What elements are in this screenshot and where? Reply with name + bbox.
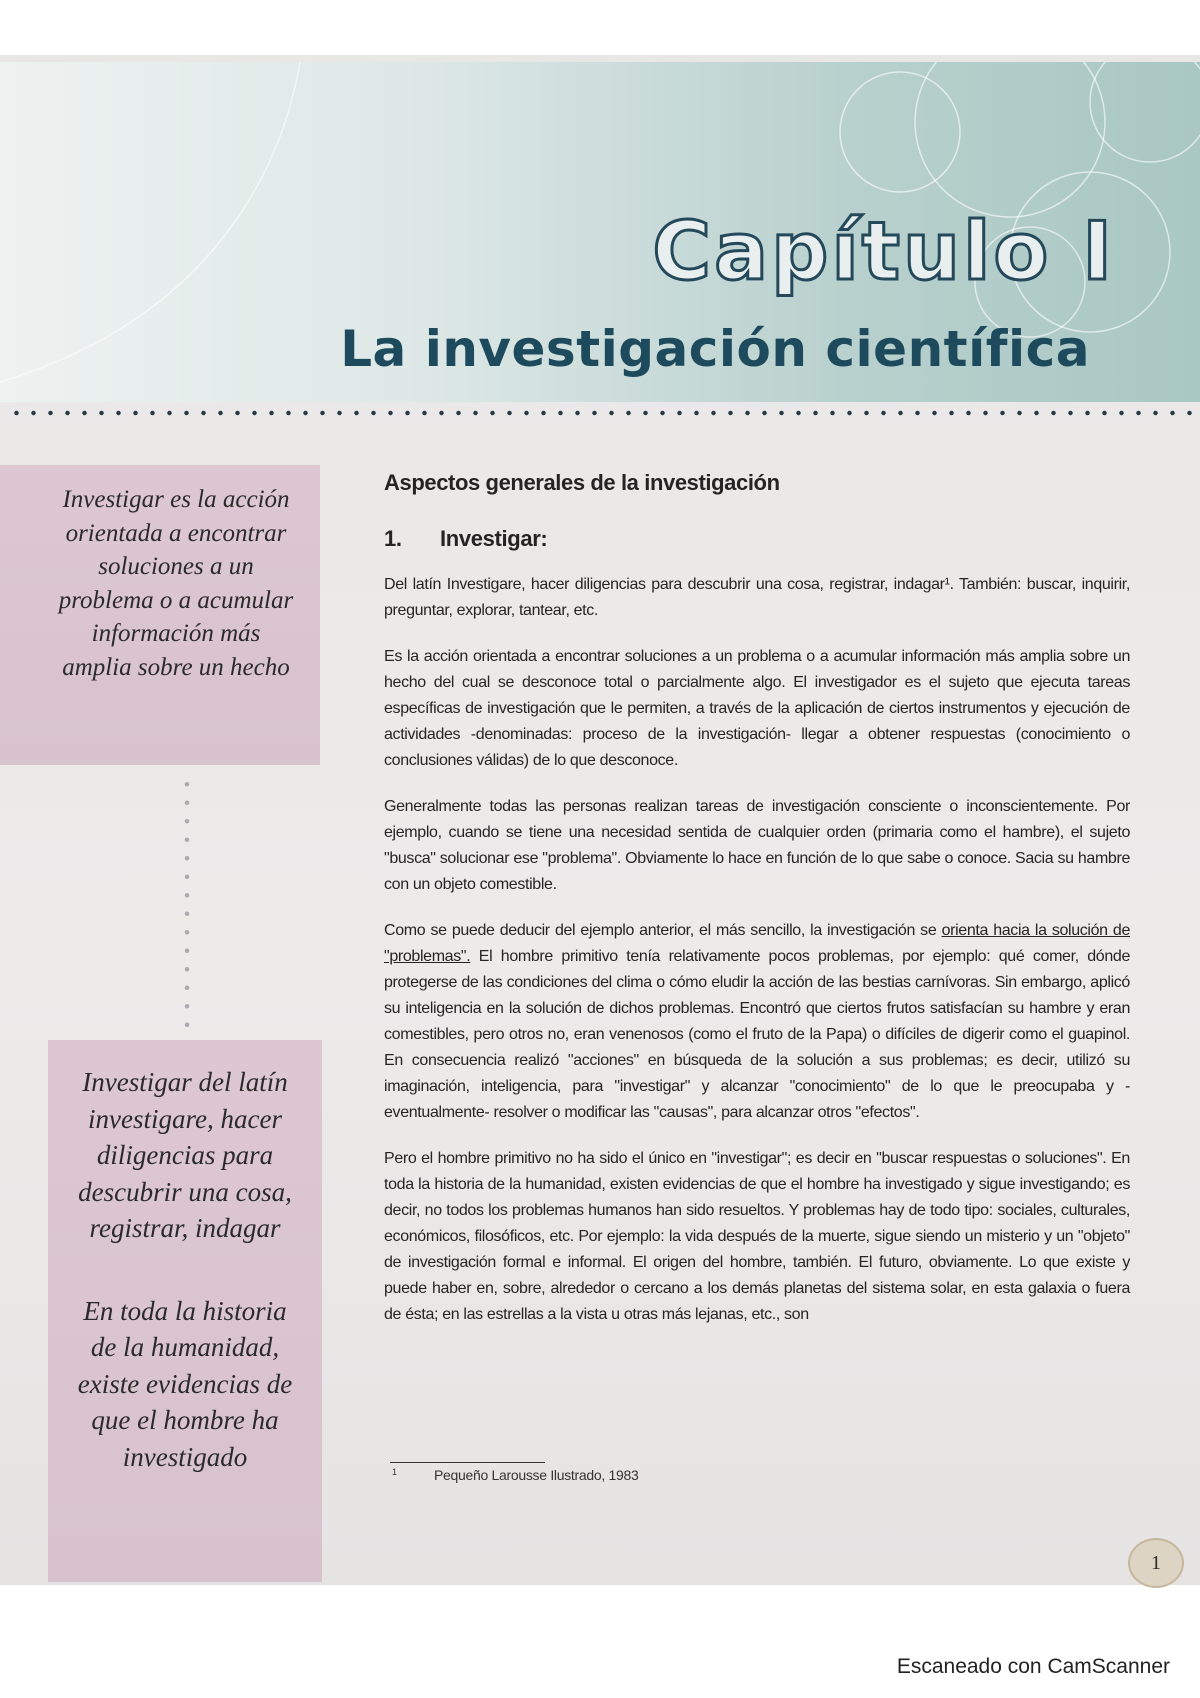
sidebar-quote-box bbox=[48, 1040, 322, 1582]
subsection-title: Investigar: bbox=[440, 526, 548, 551]
footnote bbox=[392, 1467, 638, 1483]
dotted-divider bbox=[8, 410, 1198, 416]
subsection-number: 1. bbox=[384, 526, 402, 551]
paragraph-text: Como se puede deducir del ejemplo anterior, el más sencillo, la investigación se bbox=[384, 922, 942, 939]
paragraph: Generalmente todas las personas realizan tareas de investigación consciente o inconscientemente. Por ejemplo, cuando se tiene una necesidad sentida de cualquier orden (primaria como el hambre), el sujeto "busca" solucionar ese "problema". Obviamente lo hace en función de lo que sabe o conoce. Sacia su hambre con un objeto comestible. bbox=[384, 798, 1130, 893]
underlined-text: orienta hacia la solución de "problemas". bbox=[384, 922, 1130, 965]
footnote-rule bbox=[390, 1462, 545, 1463]
sidebar-quote-box bbox=[0, 465, 320, 765]
paragraph: Pero el hombre primitivo no ha sido el único en "investigar"; es decir en "buscar respuestas o soluciones". En toda la historia de la humanidad, existen evidencias de que el hombre ha investigado y sigue investigando; es decir, no todos los problemas humanos han sido resueltos. Y problemas hay de todo tipo: sociales, culturales, económicos, filosóficos, etc. Por ejemplo: la vida después de la muerte, sigue siendo un misterio y un "objeto" de investigación formal e informal. El origen del hombre, también. El futuro, obviamente. Lo que existe y puede haber en, sobre, alrededor o cercano a los demás planetas del sistema solar, en esta galaxia o fuera de ésta; en las estrellas a la vista u otras más lejanas, etc., son bbox=[384, 1150, 1130, 1323]
chapter-label: Capítulo I bbox=[652, 205, 1115, 298]
sidebar-quote: En toda la historia de la humanidad, existe evidencias de que el hombre ha investigado bbox=[77, 1295, 293, 1472]
sidebar-quote: Investigar del latín investigare, hacer diligencias para descubrir una cosa, registrar, indagar bbox=[78, 1067, 292, 1243]
paragraph: Del latín Investigare, hacer diligencias para descubrir una cosa, registrar, indagar¹. También: buscar, inquirir, preguntar, explorar, tantear, etc. bbox=[384, 576, 1130, 619]
chapter-title: La investigación científica bbox=[340, 320, 1090, 378]
footnote-text: Pequeño Larousse Ilustrado, 1983 bbox=[434, 1467, 639, 1483]
sidebar-quote: Investigar es la acción orientada a encontrar soluciones a un problema o a acumular información más amplia sobre un hecho bbox=[58, 486, 294, 681]
scanner-watermark: Escaneado con CamScanner bbox=[896, 1655, 1170, 1678]
paragraph: Es la acción orientada a encontrar soluciones a un problema o a acumular información más amplia sobre un hecho del cual se desconoce total o parcialmente algo. El investigador es el sujeto que ejecuta tareas específicas de investigación que le permiten, a través de la aplicación de ciertos instrumentos y ejecución de actividades -denominadas: proceso de la investigación- llegar a obtener respuestas (conocimiento o conclusiones válidas) de lo que desconoce. bbox=[384, 648, 1130, 769]
main-content bbox=[384, 470, 1130, 1348]
section-title: Aspectos generales de la investigación bbox=[384, 470, 780, 495]
paragraph-text: El hombre primitivo tenía relativamente pocos problemas, por ejemplo: qué comer, dónde protegerse de las condiciones del clima o cómo eludir la acción de las bestias carnívoras. Sin embargo, aplicó su inteligencia en la solución de dichos problemas. Encontró que ciertos frutos satisfacían su hambre y eran comestibles, pero otros no, eran venenosos (como el fruto de la Papa) o difíciles de digerir como el guapinol. En consecuencia realizó "acciones" en búsqueda de la solución a sus problemas; es decir, utilizó su imaginación, inteligencia, para "investigar" y alcanzar "conocimiento" de lo que le preocupaba y -eventualmente- resolver o modificar las "causas", para alcanzar otros "efectos". bbox=[384, 948, 1130, 1121]
page-number: 1 bbox=[1128, 1538, 1184, 1588]
footnote-mark: 1 bbox=[392, 1467, 397, 1477]
paragraph bbox=[384, 918, 1130, 1126]
vertical-dotted-divider bbox=[184, 775, 190, 1035]
subsection-heading bbox=[384, 526, 1130, 552]
